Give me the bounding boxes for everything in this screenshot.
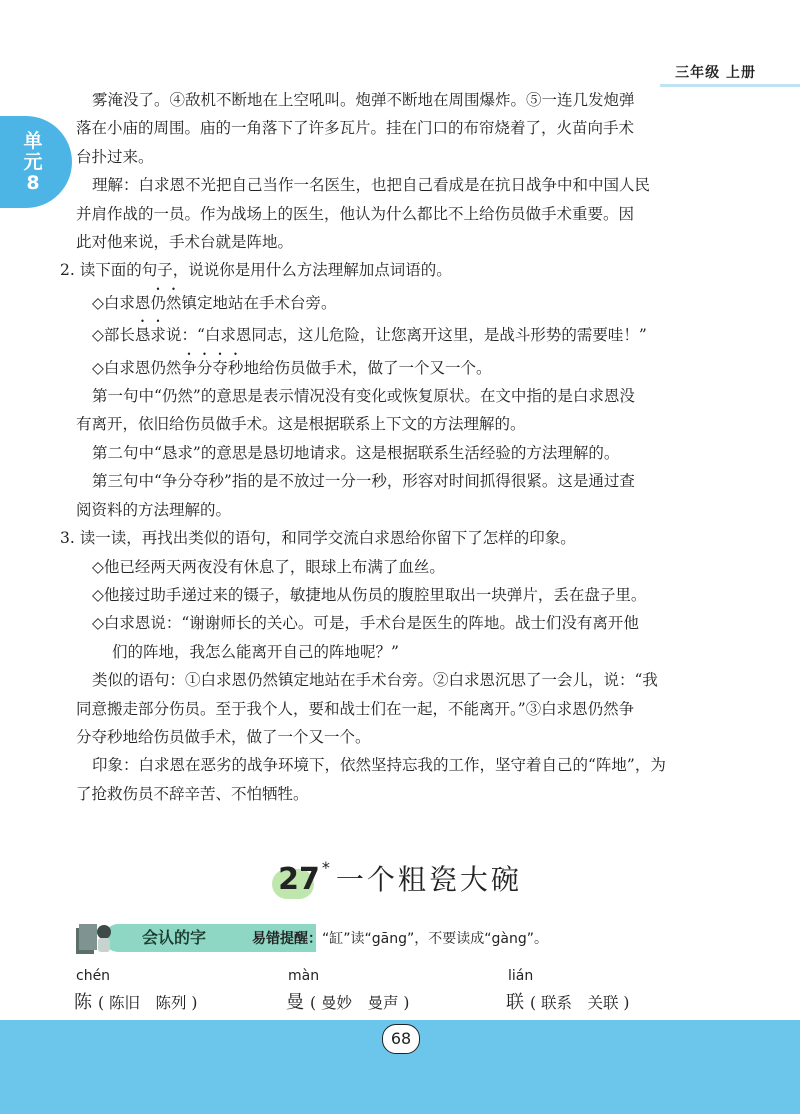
sentence-text: 说：“白求恩同志，这儿危险，让您离开这里，是战斗形势的需要哇！” bbox=[165, 326, 647, 345]
pinyin: màn bbox=[288, 968, 320, 984]
example-words: ( 联系 关联 ) bbox=[530, 994, 630, 1012]
sentence-3 bbox=[76, 350, 742, 382]
sentence-line: 们的阵地，我怎么能离开自己的阵地呢？” bbox=[112, 642, 399, 661]
answer-line: 有离开，依旧给伤员做手术。这是根据联系上下文的方法理解的。 bbox=[76, 415, 526, 434]
text-line: 台扑过来。 bbox=[76, 147, 154, 166]
lesson-number: 27 bbox=[278, 862, 320, 897]
character-item bbox=[74, 968, 197, 1014]
answer-line: 同意搬走部分伤员。至于我个人，要和战士们在一起，不能离开。”③白求恩仍然争 bbox=[76, 699, 635, 718]
page-number: 68 bbox=[382, 1024, 420, 1054]
answer-line: 分夺秒地给伤员做手术，做了一个又一个。 bbox=[76, 727, 371, 746]
unit-tab bbox=[0, 116, 72, 208]
character-glyph: 陈 bbox=[74, 992, 92, 1013]
answer-line: 第二句中“恳求”的意思是恳切地请求。这是根据联系生活经验的方法理解的。 bbox=[92, 443, 620, 462]
lesson-title bbox=[0, 858, 800, 898]
dotted-word: 仍然 bbox=[150, 293, 182, 312]
tip-content: “缸”读“gāng”，不要读成“gàng”。 bbox=[322, 931, 548, 947]
understanding-line: 此对他来说，手术台就是阵地。 bbox=[76, 233, 294, 252]
example-words: ( 陈旧 陈列 ) bbox=[98, 994, 198, 1012]
sentence-text: ◇部长 bbox=[92, 326, 135, 345]
recognize-words-banner bbox=[74, 920, 774, 956]
answer-line: 了抢救伤员不辞辛苦、不怕牺牲。 bbox=[76, 784, 309, 803]
character-item bbox=[286, 968, 409, 1014]
text-line: 雾淹没了。④敌机不断地在上空吼叫。炮弹不断地在周围爆炸。⑤一连几发炮弹 bbox=[92, 91, 635, 109]
lesson-name: 一个粗瓷大碗 bbox=[335, 863, 522, 896]
unit-tab-label: 单元8 bbox=[23, 129, 43, 194]
answer-line: 阅资料的方法理解的。 bbox=[76, 500, 232, 519]
dotted-word: 恳求 bbox=[134, 326, 166, 345]
tip-label: 易错提醒： bbox=[252, 931, 322, 947]
main-content bbox=[60, 86, 742, 808]
answer-line: 第三句中“争分夺秒”指的是不放过一分一秒，形容对时间抓得很紧。这是通过查 bbox=[92, 472, 635, 491]
pinyin: chén bbox=[76, 968, 111, 984]
answer-line: 印象：白求恩在恶劣的战争环境下，依然坚持忘我的工作，坚守着自己的“阵地”，为 bbox=[92, 756, 666, 775]
question-3-title: 3. 读一读，再找出类似的语句，和同学交流白求恩给你留下了怎样的印象。 bbox=[60, 529, 576, 548]
example-words: ( 曼妙 曼声 ) bbox=[310, 994, 410, 1012]
dotted-word: 争分夺秒 bbox=[181, 358, 244, 377]
answer-line: 第一句中“仍然”的意思是表示情况没有变化或恢复原状。在文中指的是白求恩没 bbox=[92, 387, 635, 406]
sentence-line: ◇他已经两天两夜没有休息了，眼球上布满了血丝。 bbox=[92, 557, 445, 576]
text-line: 落在小庙的周围。庙的一角落下了许多瓦片。挂在门口的布帘烧着了，火苗向手术 bbox=[76, 119, 635, 138]
character bbox=[506, 988, 629, 1014]
sentence-text: 地给伤员做手术，做了一个又一个。 bbox=[243, 358, 492, 377]
lesson-star: * bbox=[321, 858, 330, 877]
sentence-line: ◇白求恩说：“谢谢师长的关心。可是，手术台是医生的阵地。战士们没有离开他 bbox=[92, 614, 639, 633]
character bbox=[286, 988, 409, 1014]
question-2-title: 2. 读下面的句子，说说你是用什么方法理解加点词语的。 bbox=[60, 261, 452, 280]
understanding-line: 并肩作战的一员。作为战场上的医生，他认为什么都比不上给伤员做手术重要。因 bbox=[76, 204, 635, 223]
grade-label: 三年级 上册 bbox=[675, 65, 756, 81]
sentence-1 bbox=[76, 285, 742, 317]
sentence-text: ◇白求恩 bbox=[92, 293, 151, 312]
sentence-line: ◇他接过助手递过来的镊子，敏捷地从伤员的腹腔里取出一块弹片，丢在盘子里。 bbox=[92, 585, 647, 604]
character-glyph: 曼 bbox=[286, 992, 304, 1013]
pinyin: lián bbox=[508, 968, 534, 984]
character-glyph: 联 bbox=[506, 992, 524, 1013]
sentence-text: 镇定地站在手术台旁。 bbox=[181, 293, 337, 312]
book-girl-icon bbox=[74, 920, 114, 956]
answer-line: 类似的语句：①白求恩仍然镇定地站在手术台旁。②白求恩沉思了一会儿，说：“我 bbox=[92, 671, 658, 690]
sentence-text: ◇白求恩仍然 bbox=[92, 358, 182, 377]
tip-text bbox=[252, 928, 548, 948]
banner-label: 会认的字 bbox=[142, 928, 207, 947]
sentence-2 bbox=[76, 317, 742, 349]
character-item bbox=[506, 968, 629, 1014]
understanding-line: 理解：白求恩不光把自己当作一名医生，也把自己看成是在抗日战争中和中国人民 bbox=[92, 176, 651, 195]
character bbox=[74, 988, 197, 1014]
